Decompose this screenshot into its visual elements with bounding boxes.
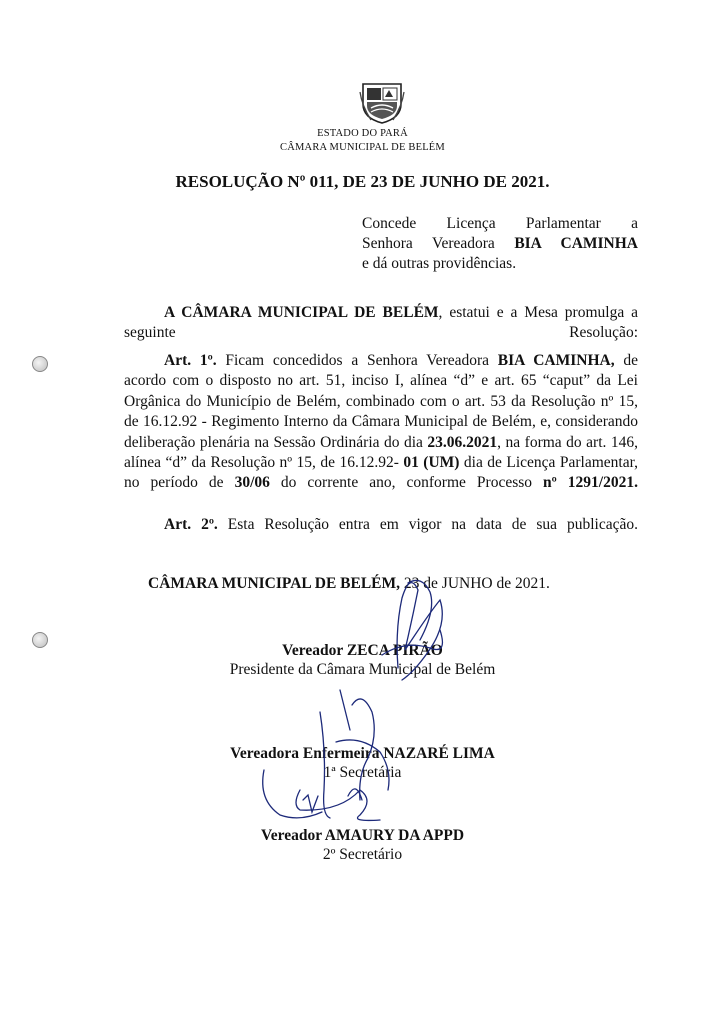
leave-days: 01 (UM) (403, 454, 460, 472)
signatory-name: Vereadora Enfermeira NAZARÉ LIMA (230, 745, 495, 762)
signatory-1 (0, 641, 725, 679)
signatory-name: Vereador AMAURY DA APPD (260, 827, 465, 844)
punch-hole (32, 356, 48, 372)
signatory-role: Presidente da Câmara Municipal de Belém (229, 661, 496, 678)
signatory-name: Vereador ZECA PIRÃO (282, 642, 443, 659)
preamble-text: , estatui e a Mesa promulga a seguinte Resolução: (124, 304, 639, 342)
preamble-bold: A CÂMARA MUNICIPAL DE BELÉM (164, 304, 439, 321)
article-1 (124, 351, 638, 494)
councilwoman-name: BIA CAMINHA, (497, 352, 615, 369)
session-date: 23.06.2021 (427, 433, 498, 451)
article-text: Ficam concedidos a Senhora Vereadora (216, 352, 498, 369)
article-2-label: Art. 2º. (164, 516, 218, 533)
ementa-text: Senhora Vereadora (362, 235, 515, 252)
closing-chamber: CÂMARA MUNICIPAL DE BELÉM, (148, 575, 401, 592)
signatory-role: 1ª Secretária (323, 764, 402, 781)
article-text: de acordo com o disposto no art. 51, inciso I, alínea “d” e art. 65 “caput” da Lei Orgânica do Município de Belém, combinado com o art. 53 da Resolução nº 15, de 16.12.92 - Regimento Interno da Câmara Municipal de Belém, e, considerando deliberação plenária na Sessão Ordinária do dia (124, 352, 638, 451)
leave-period: 30/06 (234, 474, 270, 492)
article-text: do corrente ano, conforme Processo (269, 474, 544, 492)
ementa-line: Concede Licença Parlamentar a (362, 215, 638, 232)
signatory-role: 2º Secretário (322, 846, 403, 863)
article-2 (124, 515, 638, 535)
ementa (362, 214, 638, 274)
punch-hole (32, 632, 48, 648)
ementa-councilwoman-name: BIA CAMINHA (514, 235, 638, 252)
article-2-text: Esta Resolução entra em vigor na data de sua publicação. (217, 516, 638, 533)
signatory-2 (0, 744, 725, 782)
process-number: nº 1291/2021. (543, 474, 638, 492)
signatory-3 (0, 826, 725, 864)
header-state: ESTADO DO PARÁ (317, 128, 408, 139)
article-1-label: Art. 1º. (164, 352, 217, 369)
ementa-line: e dá outras providências. (362, 255, 517, 272)
preamble (124, 303, 638, 344)
resolution-title: RESOLUÇÃO Nº 011, DE 23 DE JUNHO DE 2021. (175, 172, 550, 191)
article-text: , na forma do art. 146, alínea “d” da Resolução nº 15, de 16.12.92- (124, 433, 638, 472)
closing-line (148, 574, 648, 594)
ementa-line (362, 234, 638, 254)
header-chamber: CÂMARA MUNICIPAL DE BELÉM (280, 142, 445, 153)
closing-date: 23 de JUNHO de 2021. (400, 575, 550, 592)
article-text: dia de Licença Parlamentar, no período de (124, 454, 638, 492)
coat-of-arms-icon (359, 82, 405, 124)
